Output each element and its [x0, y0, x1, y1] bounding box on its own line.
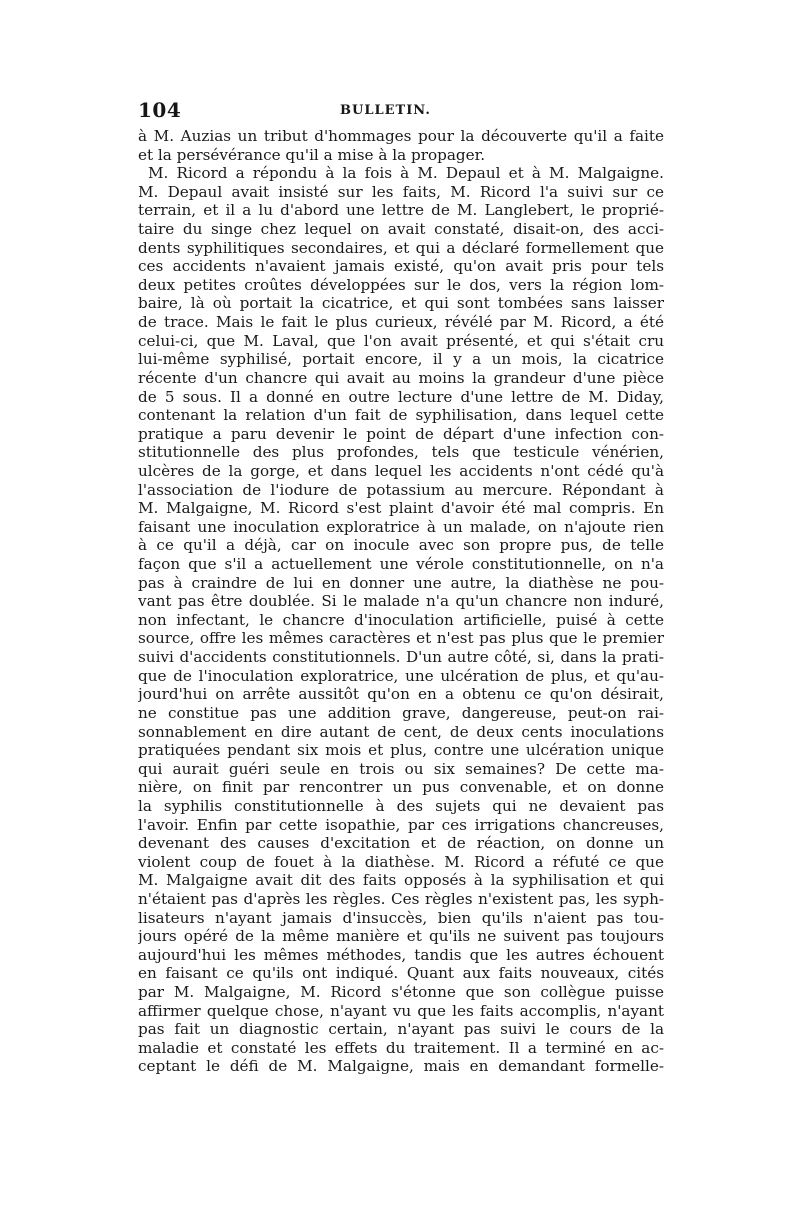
page-number: 104 [138, 98, 182, 122]
text-line: ces accidents n'avaient jamais existé, qu'on avait pris pour tels [138, 257, 664, 276]
text-line: contenant la relation d'un fait de syphilisation, dans lequel cette [138, 406, 664, 425]
text-line: celui-ci, que M. Laval, que l'on avait présenté, et qui s'était cru [138, 331, 664, 350]
text-line: faisant une inoculation exploratrice à un malade, on n'ajoute rien [138, 517, 664, 536]
text-line: maladie et constaté les effets du traitement. Il a terminé en ac- [138, 1038, 664, 1057]
text-line: de trace. Mais le fait le plus curieux, révélé par M. Ricord, a été [138, 313, 664, 332]
text-line: pas à craindre de lui en donner une autre, la diathèse ne pou- [138, 573, 664, 592]
text-line: à M. Auzias un tribut d'hommages pour la découverte qu'il a faite [138, 127, 664, 145]
text-line: source, offre les mêmes caractères et n'est pas plus que le premier [138, 629, 664, 648]
text-line: par M. Malgaigne, M. Ricord s'étonne que son collègue puisse [138, 983, 664, 1002]
paragraph-start-line: M. Ricord a répondu à la fois à M. Depaul et à M. Malgaigne. [148, 164, 664, 183]
text-line: qui aurait guéri seule en trois ou six semaines? De cette ma- [138, 759, 664, 778]
page-header [138, 98, 664, 124]
text-line: lisateurs n'ayant jamais d'insuccès, bien qu'ils n'aient pas tou- [138, 908, 664, 927]
text-line: suivi d'accidents constitutionnels. D'un autre côté, si, dans la prati- [138, 648, 664, 667]
text-line: non infectant, le chancre d'inoculation artificielle, puisé à cette [138, 610, 664, 629]
text-line: taire du singe chez lequel on avait constaté, disait-on, des acci- [138, 220, 664, 239]
text-line: pratiquées pendant six mois et plus, contre une ulcération unique [138, 741, 664, 760]
text-line: à ce qu'il a déjà, car on inocule avec son propre pus, de telle [138, 536, 664, 555]
text-line: deux petites croûtes développées sur le dos, vers la région lom- [138, 275, 664, 294]
text-line: terrain, et il a lu d'abord une lettre de M. Langlebert, le proprié- [138, 201, 664, 220]
text-line: dents syphilitiques secondaires, et qui a déclaré formellement que [138, 238, 664, 257]
text-line: de 5 sous. Il a donné en outre lecture d'une lettre de M. Diday, [138, 387, 664, 406]
text-line: que de l'inoculation exploratrice, une ulcération de plus, et qu'au- [138, 666, 664, 685]
text-line: sonnablement en dire autant de cent, de deux cents inoculations [138, 722, 664, 741]
text-line: ceptant le défi de M. Malgaigne, mais en demandant formelle- [138, 1057, 664, 1076]
text-line: stitutionnelle des plus profondes, tels que testicule vénérien, [138, 443, 664, 462]
text-line: nière, on finit par rencontrer un pus convenable, et on donne [138, 778, 664, 797]
text-line: M. Depaul avait insisté sur les faits, M. Ricord l'a suivi sur ce [138, 182, 664, 201]
body-text [138, 127, 664, 1076]
text-line: ulcères de la gorge, et dans lequel les accidents n'ont cédé qu'à [138, 461, 664, 480]
text-line: M. Malgaigne, M. Ricord s'est plaint d'avoir été mal compris. En [138, 499, 664, 518]
text-line: jours opéré de la même manière et qu'ils ne suivent pas toujours [138, 927, 664, 946]
text-line: baire, là où portait la cicatrice, et qui sont tombées sans laisser [138, 294, 664, 313]
text-line: façon que s'il a actuellement une vérole constitutionnelle, on n'a [138, 555, 664, 574]
text-line: M. Malgaigne avait dit des faits opposés à la syphilisation et qui [138, 871, 664, 890]
text-line: l'avoir. Enfin par cette isopathie, par ces irrigations chancreuses, [138, 815, 664, 834]
running-head: BULLETIN. [340, 103, 431, 118]
text-line: aujourd'hui les mêmes méthodes, tandis que les autres échouent [138, 945, 664, 964]
text-line: devenant des causes d'excitation et de réaction, on donne un [138, 834, 664, 853]
text-line: n'étaient pas d'après les règles. Ces règles n'existent pas, les syph- [138, 889, 664, 908]
text-line: pratique a paru devenir le point de départ d'une infection con- [138, 424, 664, 443]
text-line: en faisant ce qu'ils ont indiqué. Quant aux faits nouveaux, cités [138, 964, 664, 983]
text-line: lui-même syphilisé, portait encore, il y a un mois, la cicatrice [138, 350, 664, 369]
text-line: la syphilis constitutionnelle à des sujets qui ne devaient pas [138, 796, 664, 815]
text-line: l'association de l'iodure de potassium au mercure. Répondant à [138, 480, 664, 499]
text-line: ne constitue pas une addition grave, dangereuse, peut-on rai- [138, 703, 664, 722]
text-line: affirmer quelque chose, n'ayant vu que les faits accomplis, n'ayant [138, 1001, 664, 1020]
text-line: vant pas être doublée. Si le malade n'a qu'un chancre non induré, [138, 592, 664, 611]
text-line: violent coup de fouet à la diathèse. M. Ricord a réfuté ce que [138, 852, 664, 871]
text-line: et la persévérance qu'il a mise à la propager. [138, 145, 486, 164]
text-line: récente d'un chancre qui avait au moins la grandeur d'une pièce [138, 368, 664, 387]
text-line: jourd'hui on arrête aussitôt qu'on en a obtenu ce qu'on désirait, [138, 685, 664, 704]
text-line: pas fait un diagnostic certain, n'ayant pas suivi le cours de la [138, 1020, 664, 1039]
